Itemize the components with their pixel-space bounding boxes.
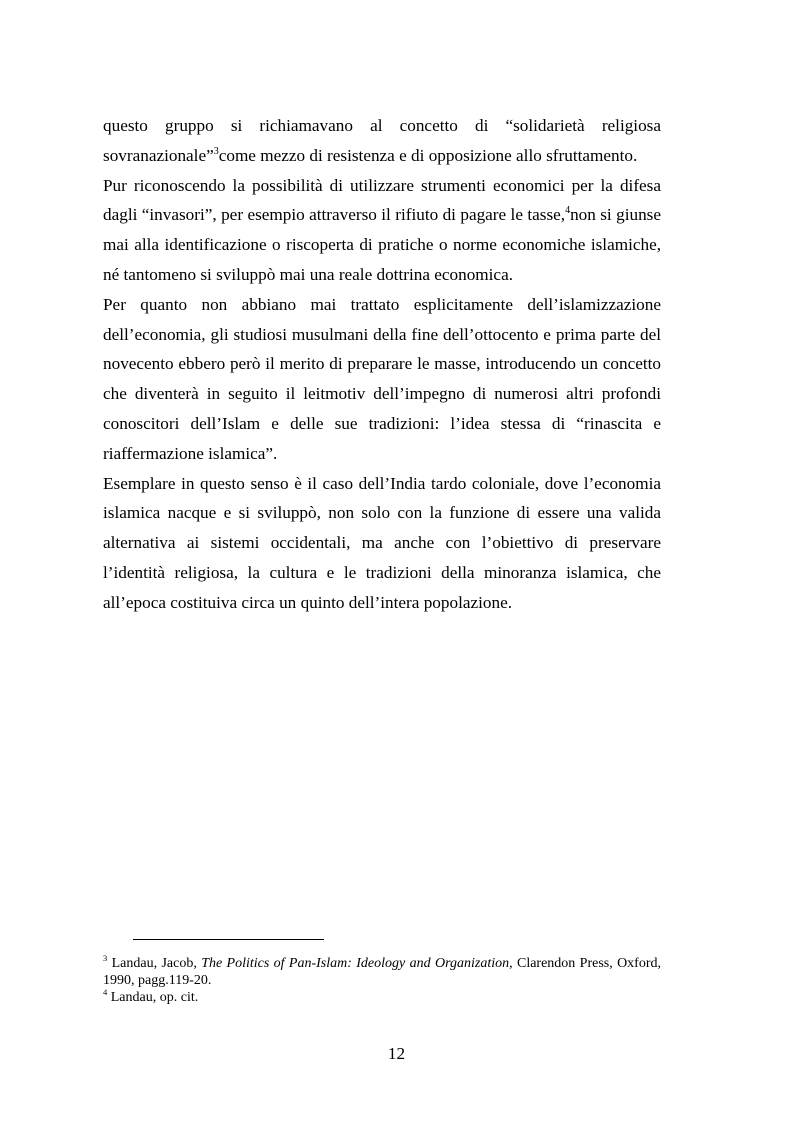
- footnote-mark-4: 4: [103, 987, 108, 997]
- footnote-ref-4[interactable]: 4: [565, 205, 571, 217]
- paragraph-1-text-end: come mezzo di resistenza e di opposizione allo sfruttamento.: [218, 145, 638, 165]
- footnote-separator: [133, 939, 324, 940]
- footnote-3: [103, 955, 661, 989]
- footnote-ref-3[interactable]: 3: [213, 145, 219, 157]
- body-text: [103, 111, 661, 618]
- paragraph-2-text-start: Pur riconoscendo la possibilità di utilizzare strumenti economici per la difesa dagli “invasori”, per esempio attraverso il rifiuto di pagare le tasse,: [103, 175, 661, 225]
- footnote-3-publication: , Clarendon Press, Oxford, 1990, pagg.119-20.: [103, 956, 662, 988]
- paragraph-3: Per quanto non abbiano mai trattato esplicitamente dell’islamizzazione dell’economia, gli studiosi musulmani della fine dell’ottocento e prima parte del novecento ebbero però il merito di preparare le masse, introducendo un concetto che diventerà in seguito il leitmotiv dell’impegno di numerosi altri profondi conoscitori dell’Islam e delle sue tradizioni: l’idea stessa di “rinascita e riaffermazione islamica”.: [103, 294, 661, 463]
- footnote-3-book-title: The Politics of Pan-Islam: Ideology and Organization: [201, 956, 510, 971]
- footnote-4-text: Landau, op. cit.: [107, 990, 199, 1005]
- paragraph-1-text-start: questo gruppo si richiamavano al concetto di “solidarietà religiosa sovranazionale”: [103, 116, 661, 165]
- paragraph-2: [103, 171, 661, 290]
- footnotes: [103, 955, 661, 1006]
- footnote-4: [103, 989, 661, 1006]
- page-number: 12: [387, 1044, 406, 1063]
- paragraph-1: [103, 111, 661, 171]
- paragraph-4: Esemplare in questo senso è il caso dell’India tardo coloniale, dove l’economia islamica nacque e si sviluppò, non solo con la funzione di essere una valida alternativa ai sistemi occidentali, ma anche con l’obiettivo di preservare l’identità religiosa, la cultura e le tradizioni della minoranza islamica, che all’epoca costituiva circa un quinto dell’intera popolazione.: [103, 473, 661, 612]
- footnote-mark-3: 3: [103, 953, 108, 963]
- paragraph-2-text-end: non si giunse mai alla identificazione o riscoperta di pratiche o norme economiche islamiche, né tantomeno si sviluppò mai una reale dottrina economica.: [103, 205, 661, 284]
- footnote-3-author: Landau, Jacob,: [107, 956, 202, 971]
